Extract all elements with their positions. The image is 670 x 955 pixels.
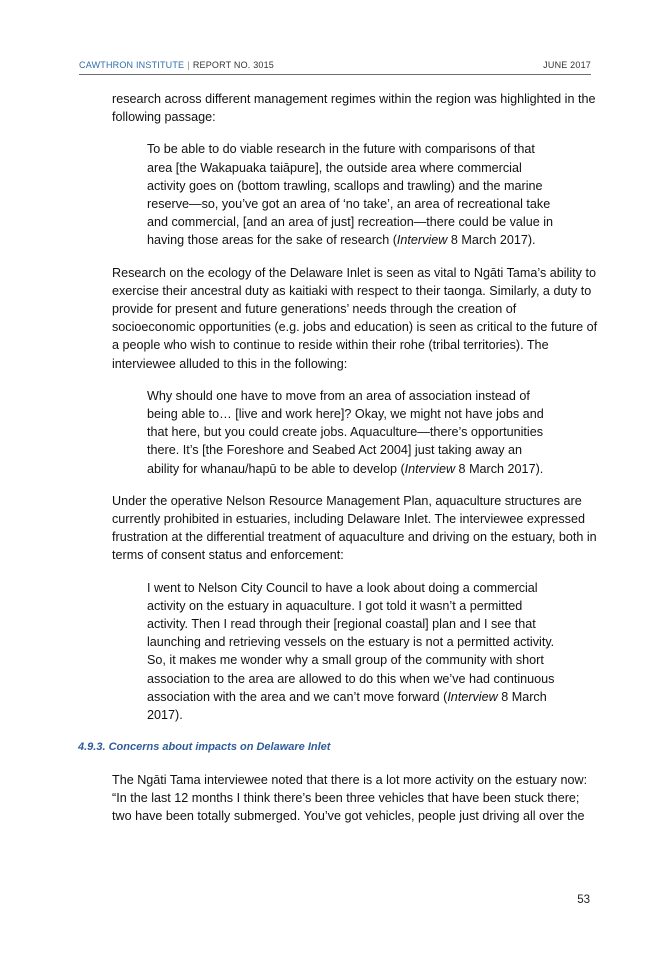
quote-3-text — [147, 579, 557, 725]
paragraph-2: Research on the ecology of the Delaware Inlet is seen as vital to Ngāti Tama’s ability to exercise their ancestral duty as kaitiaki with respect to their taonga. Similarly, a duty to provide for present and future generations’ needs through the creation of socioeconomic opportunities (e.g. jobs and education) is seen as critical to the future of a people who wish to continue to reside within their rohe (tribal territories). The interviewee alluded to this in the following: — [112, 265, 598, 371]
quote-2-citation: Interview — [404, 461, 456, 476]
quote-1-text — [147, 140, 557, 249]
page-body — [78, 90, 598, 839]
block-quote-2 — [147, 387, 557, 478]
quote-3-date: 8 March 2017). — [147, 689, 547, 723]
header-separator: | — [187, 60, 190, 70]
block-quote-1 — [147, 140, 557, 249]
quote-2-text — [147, 387, 557, 478]
page-number: 53 — [577, 894, 590, 906]
page-header — [79, 60, 591, 75]
quote-2-body: Why should one have to move from an area of association instead of being able to… [live and work here]? Okay, we might not have jobs and that here, but you could create jobs. Aquaculture—there’s opportunities there. It’s [the Foreshore and Seabed Act 2004] just taking away an ability for whanau/hapū to be able to develop ( — [147, 388, 544, 476]
quote-1-body: To be able to do viable research in the future with comparisons of that area [the Wakapuaka taiāpure], the outside area where commercial activity goes on (bottom trawling, scallops and trawling) and the marine reserve—so, you’ve got an area of ‘no take’, an area of recreational take and commercial, [and an area of just] recreation—there could be value in having those areas for the sake of research ( — [147, 142, 554, 248]
header-report: REPORT NO. 3015 — [192, 60, 275, 70]
header-date: JUNE 2017 — [543, 60, 591, 70]
quote-1-citation: Interview — [396, 233, 448, 248]
quote-2-date: 8 March 2017). — [455, 461, 544, 476]
paragraph-1: research across different management regimes within the region was highlighted in the following passage: — [112, 92, 596, 125]
section-heading: 4.9.3. Concerns about impacts on Delaware Inlet — [78, 741, 331, 754]
paragraph-3: Under the operative Nelson Resource Management Plan, aquaculture structures are currently prohibited in estuaries, including Delaware Inlet. The interviewee expressed frustration at the differential treatment of aquaculture and driving on the estuary, both in terms of consent status and enforcement: — [112, 493, 597, 563]
paragraph-4: The Ngāti Tama interviewee noted that there is a lot more activity on the estuary now: “In the last 12 months I think there’s been three vehicles that have been stuck there; two have been totally submerged. You’ve got vehicles, people just driving all over the — [112, 772, 588, 823]
header-org: CAWTHRON INSTITUTE — [79, 60, 185, 70]
block-quote-3 — [147, 579, 557, 725]
quote-3-citation: Interview — [447, 689, 498, 704]
quote-3-body: I went to Nelson City Council to have a look about doing a commercial activity on the estuary in aquaculture. I got told it wasn’t a permitted activity. Then I read through their [regional coastal] plan and I see that launching and retrieving vessels on the estuary is not a permitted activity. So, it makes me wonder why a small group of the community with short association to the area are allowed to do this when we’ve had continuous association with the area and we can’t move forward ( — [147, 580, 555, 704]
header-left — [79, 60, 274, 70]
quote-1-date: 8 March 2017). — [447, 233, 536, 248]
